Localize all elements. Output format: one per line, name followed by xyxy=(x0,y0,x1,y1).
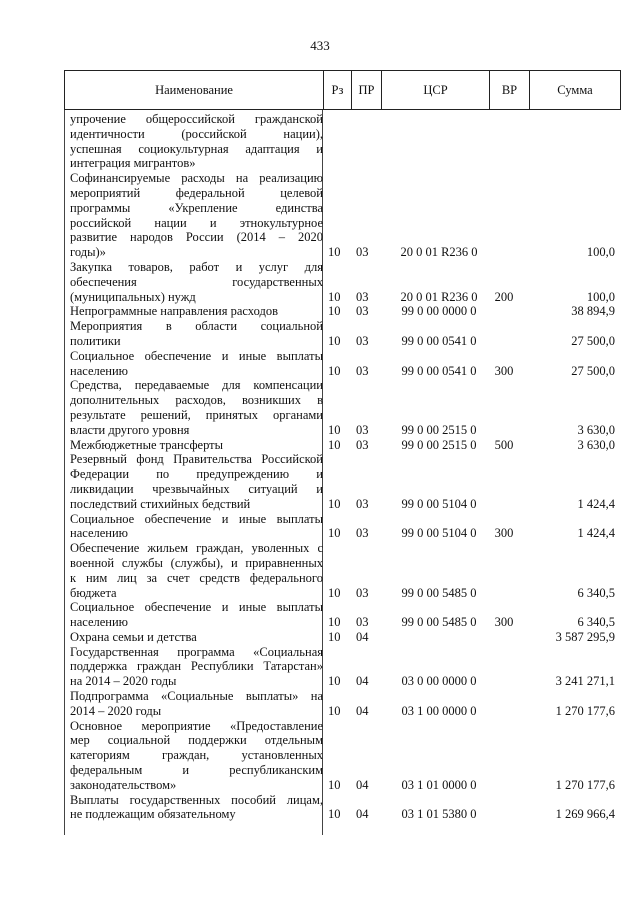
table-row xyxy=(64,689,621,719)
row-name-line: годы)» xyxy=(70,245,106,260)
row-name-line: Подпрограмма «Социальные выплаты» на xyxy=(70,689,323,704)
cell-csr: 99 0 00 0000 0 xyxy=(401,304,477,319)
row-name-line: Выплаты государственных пособий лицам, xyxy=(70,792,323,807)
row-name-line: Резервный фонд Правительства Российской xyxy=(70,452,323,467)
cell-rz: 10 xyxy=(328,289,341,304)
row-name-line: результате решений, принятых органами xyxy=(70,407,323,422)
cell-csr: 99 0 00 0541 0 xyxy=(401,363,477,378)
cell-pr: 04 xyxy=(356,807,369,822)
row-name-line: российской нации и этнокультурное xyxy=(70,215,323,230)
cell-csr: 99 0 00 2515 0 xyxy=(401,422,477,437)
table-row xyxy=(64,793,621,823)
table-body xyxy=(64,112,621,822)
row-name-line: на 2014 – 2020 годы xyxy=(70,674,177,689)
header-name: Наименование xyxy=(65,71,324,109)
row-values xyxy=(64,497,621,512)
cell-pr: 03 xyxy=(356,615,369,630)
table-row xyxy=(64,171,621,260)
row-values xyxy=(64,674,621,689)
row-name-line: власти другого уровня xyxy=(70,422,190,437)
row-name-line: Государственная программа «Социальная xyxy=(70,644,323,659)
cell-csr: 99 0 00 5104 0 xyxy=(401,526,477,541)
cell-pr: 03 xyxy=(356,363,369,378)
row-values xyxy=(64,585,621,600)
cell-pr: 03 xyxy=(356,333,369,348)
cell-vr: 200 xyxy=(494,289,514,304)
cell-csr: 99 0 00 5485 0 xyxy=(401,585,477,600)
cell-rz: 10 xyxy=(328,703,341,718)
table-row xyxy=(64,719,621,793)
cell-sum: 38 894,9 xyxy=(571,304,615,319)
row-name-line: последствий стихийных бедствий xyxy=(70,496,251,511)
cell-pr: 03 xyxy=(356,496,369,511)
row-values xyxy=(64,807,621,822)
row-name-line: упрочение общероссийской гражданской xyxy=(70,112,323,126)
page-number: 433 xyxy=(310,38,330,53)
row-name-line: к ним лиц за счет средств федерального xyxy=(70,570,323,585)
cell-sum: 100,0 xyxy=(586,245,615,260)
cell-pr: 03 xyxy=(356,422,369,437)
cell-vr: 500 xyxy=(494,437,514,452)
row-values xyxy=(64,778,621,793)
cell-csr: 99 0 00 5104 0 xyxy=(401,496,477,511)
row-name-line: программы «Укрепление единства xyxy=(70,200,323,215)
cell-pr: 04 xyxy=(356,703,369,718)
row-values xyxy=(64,437,621,452)
row-name-line: политики xyxy=(70,333,121,348)
cell-vr: 300 xyxy=(494,615,514,630)
row-name-line: не подлежащим обязательному xyxy=(70,807,236,822)
cell-csr: 20 0 01 R236 0 xyxy=(400,289,478,304)
row-name-line: обеспечения государственных xyxy=(70,274,323,289)
cell-rz: 10 xyxy=(328,526,341,541)
table-row xyxy=(64,349,621,379)
row-name-line: успешная социокультурная адаптация и xyxy=(70,141,323,156)
header-pr: ПР xyxy=(352,71,382,109)
row-name-line: поддержка граждан Республики Татарстан» xyxy=(70,659,323,674)
cell-pr: 04 xyxy=(356,777,369,792)
table-row xyxy=(64,630,621,645)
row-name-line: Софинансируемые расходы на реализацию xyxy=(70,171,323,186)
cell-rz: 10 xyxy=(328,304,341,319)
cell-sum: 1 424,4 xyxy=(577,526,615,541)
cell-rz: 10 xyxy=(328,363,341,378)
cell-sum: 3 630,0 xyxy=(577,437,615,452)
table-row xyxy=(64,452,621,511)
row-name-line: Социальное обеспечение и иные выплаты xyxy=(70,511,323,526)
row-name-line: идентичности (российской нации), xyxy=(70,126,323,141)
cell-vr: 300 xyxy=(494,526,514,541)
cell-sum: 3 241 271,1 xyxy=(555,674,615,689)
row-name-line: Непрограммные направления расходов xyxy=(70,304,278,319)
header-vr: ВР xyxy=(490,71,530,109)
table-row xyxy=(64,260,621,304)
cell-pr: 03 xyxy=(356,304,369,319)
cell-csr: 03 1 01 5380 0 xyxy=(401,807,477,822)
row-name-line: Федерации по предупреждению и xyxy=(70,467,323,482)
row-name-line: военной службы (службы), и приравненных xyxy=(70,555,323,570)
row-values xyxy=(64,334,621,349)
header-sum: Сумма xyxy=(557,82,593,97)
cell-sum: 6 340,5 xyxy=(577,615,615,630)
row-values xyxy=(64,245,621,260)
table-row xyxy=(64,438,621,453)
row-values xyxy=(64,289,621,304)
header-csr: ЦСР xyxy=(382,71,490,109)
row-values xyxy=(64,156,621,171)
cell-sum: 1 270 177,6 xyxy=(555,703,615,718)
row-values xyxy=(64,630,621,645)
cell-csr: 03 0 00 0000 0 xyxy=(401,674,477,689)
cell-rz: 10 xyxy=(328,629,341,644)
row-name-line: Закупка товаров, работ и услуг для xyxy=(70,259,323,274)
cell-pr: 04 xyxy=(356,629,369,644)
row-name-line: ликвидации чрезвычайных ситуаций и xyxy=(70,481,323,496)
cell-rz: 10 xyxy=(328,585,341,600)
cell-rz: 10 xyxy=(328,807,341,822)
row-name-line: (муниципальных) нужд xyxy=(70,289,196,304)
row-name-line: населению xyxy=(70,615,128,630)
cell-vr: 300 xyxy=(494,363,514,378)
row-name-line: 2014 – 2020 годы xyxy=(70,703,162,718)
row-name-line: мероприятий федеральной целевой xyxy=(70,185,323,200)
cell-rz: 10 xyxy=(328,245,341,260)
cell-rz: 10 xyxy=(328,777,341,792)
cell-sum: 6 340,5 xyxy=(577,585,615,600)
table-row xyxy=(64,319,621,349)
cell-pr: 03 xyxy=(356,585,369,600)
cell-csr: 99 0 00 0541 0 xyxy=(401,333,477,348)
cell-pr: 03 xyxy=(356,245,369,260)
row-values xyxy=(64,423,621,438)
row-name-line: Обеспечение жильем граждан, уволенных с xyxy=(70,541,323,556)
cell-pr: 03 xyxy=(356,526,369,541)
cell-csr: 99 0 00 2515 0 xyxy=(401,437,477,452)
cell-sum: 27 500,0 xyxy=(571,333,615,348)
table-row xyxy=(64,304,621,319)
cell-pr: 03 xyxy=(356,437,369,452)
cell-sum: 3 587 295,9 xyxy=(555,629,615,644)
cell-rz: 10 xyxy=(328,496,341,511)
cell-sum: 1 270 177,6 xyxy=(555,777,615,792)
cell-sum: 100,0 xyxy=(586,289,615,304)
table-row xyxy=(64,378,621,437)
row-name-line: развитие народов России (2014 – 2020 xyxy=(70,230,323,245)
row-name-line: мер социальной поддержки отдельным xyxy=(70,733,323,748)
row-values xyxy=(64,363,621,378)
cell-pr: 03 xyxy=(356,289,369,304)
cell-rz: 10 xyxy=(328,422,341,437)
row-name-line: федеральным и республиканским xyxy=(70,763,323,778)
cell-rz: 10 xyxy=(328,674,341,689)
cell-rz: 10 xyxy=(328,333,341,348)
cell-sum: 1 269 966,4 xyxy=(555,807,615,822)
row-values xyxy=(64,704,621,719)
row-name-line: дополнительных расходов, возникших в xyxy=(70,393,323,408)
cell-rz: 10 xyxy=(328,615,341,630)
cell-csr: 03 1 01 0000 0 xyxy=(401,777,477,792)
row-name-line: Основное мероприятие «Предоставление xyxy=(70,718,323,733)
row-name-line: Социальное обеспечение и иные выплаты xyxy=(70,348,323,363)
table-row xyxy=(64,600,621,630)
row-name-line: бюджета xyxy=(70,585,117,600)
row-name-line: Мероприятия в области социальной xyxy=(70,319,323,334)
table-row xyxy=(64,112,621,171)
table-row xyxy=(64,541,621,600)
cell-sum: 1 424,4 xyxy=(577,496,615,511)
row-name-line: Средства, передаваемые для компенсации xyxy=(70,378,323,393)
table-header xyxy=(64,70,621,110)
table-row xyxy=(64,645,621,689)
header-rz: Рз xyxy=(324,71,352,109)
row-name-line: интеграция мигрантов» xyxy=(70,156,196,171)
cell-csr: 20 0 01 R236 0 xyxy=(400,245,478,260)
cell-pr: 04 xyxy=(356,674,369,689)
table-row xyxy=(64,512,621,542)
row-name-line: законодательством» xyxy=(70,777,177,792)
cell-rz: 10 xyxy=(328,437,341,452)
row-name-line: Социальное обеспечение и иные выплаты xyxy=(70,600,323,615)
cell-csr: 99 0 00 5485 0 xyxy=(401,615,477,630)
row-name-line: Охрана семьи и детства xyxy=(70,629,197,644)
row-name-line: Межбюджетные трансферты xyxy=(70,437,224,452)
row-values xyxy=(64,615,621,630)
row-name-line: категориям граждан, установленных xyxy=(70,748,323,763)
row-name-line: населению xyxy=(70,363,128,378)
cell-csr: 03 1 00 0000 0 xyxy=(401,703,477,718)
row-values xyxy=(64,304,621,319)
cell-sum: 27 500,0 xyxy=(571,363,615,378)
row-values xyxy=(64,526,621,541)
row-name-line: населению xyxy=(70,526,128,541)
cell-sum: 3 630,0 xyxy=(577,422,615,437)
